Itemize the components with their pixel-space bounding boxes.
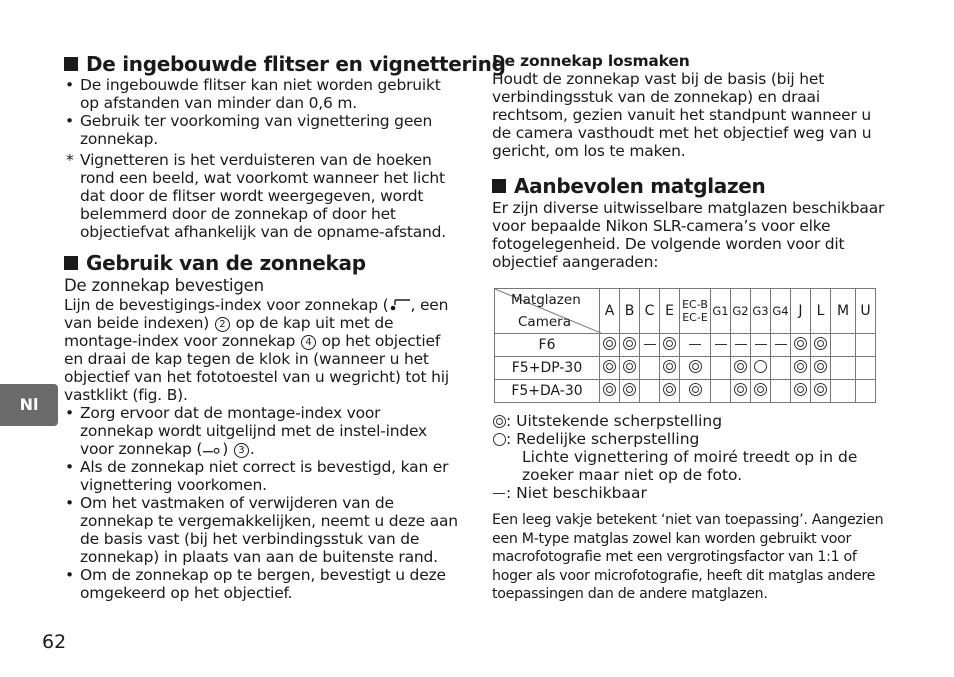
camera-label: F6 [495, 334, 600, 357]
double-circle-icon [603, 337, 616, 350]
section-title-hood: Gebruik van de zonnekap [64, 251, 366, 275]
table-cell [620, 357, 640, 380]
table-cell [856, 357, 876, 380]
hood-paragraph: Lijn de bevestigings-index voor zonnekap ( , een van beide indexen) 2 op de kap uit met de montage-index voor zonnekap 4 op het objectief en draai de kap tegen de klok in (wanneer u het objectief van het fototoestel van u wegricht) tot hij vastklikt (fig. B). [64, 296, 449, 404]
column-header [680, 289, 711, 334]
double-circle-icon [814, 383, 827, 396]
screens-table [494, 288, 876, 403]
table-row [495, 334, 876, 357]
double-circle-icon [623, 360, 636, 373]
corner-bottom-label: Camera [518, 314, 571, 330]
focusing-screen-table [493, 288, 876, 403]
section-hood [64, 251, 366, 275]
double-circle-icon [689, 360, 702, 373]
table-cell [620, 334, 640, 357]
table-cell [811, 357, 831, 380]
table-footnote: Een leeg vakje betekent ‘niet van toepassing’. Aangezien een M-type matglas zowel kan worden gebruikt voor macrofotografie met een vergrotingsfactor van 1:1 of hoger als voor microfotografie, heeft dit matglas andere toepassingen dan de andere matglazen. [492, 512, 884, 603]
section-title-flash: De ingebouwde flitser en vignettering [64, 52, 464, 76]
screens-text: Er zijn diverse uitwisselbare matglazen beschikbaar voor bepaalde Nikon SLR-camera’s voor elke fotogelegenheid. De volgende worden voor dit objectief aangeraden: [492, 199, 885, 271]
hood-body [64, 276, 458, 602]
double-circle-icon [794, 383, 807, 396]
column-header-label: EC-B EC-E [682, 298, 708, 324]
column-header-label: E [665, 303, 674, 319]
remove-hood-text: Houdt de zonnekap vast bij de basis (bij het verbindingsstuk van de zonnekap) en draai rechtsom, gezien vanuit het standpunt wanneer u de camera vasthoudt met het objectief weg van u gericht, om los te maken. [492, 70, 872, 160]
dash-icon [755, 344, 767, 345]
table-cell [791, 380, 811, 403]
table-cell [680, 334, 711, 357]
double-circle-icon [734, 383, 747, 396]
section-flash-vignetting [64, 52, 506, 76]
table-cell [660, 357, 680, 380]
column-header-label: G2 [732, 304, 749, 318]
column-header-label: C [644, 303, 655, 319]
table-cell [791, 357, 811, 380]
hood-subtitle: De zonnekap bevestigen [64, 276, 264, 295]
legend-unavailable: : Niet beschikbaar [492, 484, 892, 502]
column-header [771, 289, 791, 334]
table-row [495, 380, 876, 403]
circle-icon [493, 433, 506, 446]
column-header-label: M [836, 303, 850, 319]
table-cell [856, 334, 876, 357]
hood-index-mark-icon [389, 299, 411, 311]
table-corner-cell [495, 289, 600, 334]
table-cell [600, 380, 620, 403]
number-2-icon: 2 [215, 317, 230, 332]
double-circle-icon [689, 383, 702, 396]
table-legend [492, 412, 892, 502]
column-header-label: B [624, 303, 635, 319]
table-row [495, 357, 876, 380]
double-circle-icon [603, 383, 616, 396]
table-cell [711, 357, 731, 380]
list-item: • Om het vastmaken of verwijderen van de zonnekap te vergemakkelijken, neemt u deze aan de basis vast (bij het verbindingsstuk van de zonnekap) in plaats van aan de buitenste rand. [64, 494, 458, 566]
column-header [620, 289, 640, 334]
number-3-icon: 3 [234, 443, 249, 458]
double-circle-icon [663, 337, 676, 350]
table-header-row [495, 289, 876, 334]
table-cell [640, 357, 660, 380]
double-circle-icon [493, 415, 506, 428]
double-circle-icon [734, 360, 747, 373]
table-cell [751, 357, 771, 380]
flash-bullets [64, 76, 456, 241]
dash-icon [775, 344, 787, 345]
column-header-label: U [860, 303, 871, 319]
table-cell [731, 380, 751, 403]
table-cell [680, 357, 711, 380]
table-cell [751, 380, 771, 403]
square-bullet-icon [492, 179, 506, 193]
table-cell [660, 380, 680, 403]
column-header [600, 289, 620, 334]
language-tab: Nl [0, 384, 58, 426]
table-cell [660, 334, 680, 357]
legend-acceptable: : Redelijke scherpstelling [492, 430, 892, 448]
legend-excellent: : Uitstekende scherpstelling [492, 412, 892, 430]
table-cell [791, 334, 811, 357]
column-header-label: G3 [752, 304, 769, 318]
column-header [831, 289, 856, 334]
column-header [660, 289, 680, 334]
table-cell [771, 357, 791, 380]
page-number: 62 [42, 631, 67, 653]
column-header [640, 289, 660, 334]
column-header-label: G4 [772, 304, 789, 318]
dash-icon [493, 493, 505, 494]
table-cell [811, 334, 831, 357]
number-4-icon: 4 [301, 335, 316, 350]
list-item: • Zorg ervoor dat de montage-index voor zonnekap wordt uitgelijnd met de instel-index voor zonnekap ( ) 3 . [64, 404, 458, 458]
corner-top-label: Matglazen [511, 292, 581, 308]
column-header-label: A [604, 303, 615, 319]
double-circle-icon [794, 337, 807, 350]
list-item: • Als de zonnekap niet correct is bevestigd, kan er vignettering voorkomen. [64, 458, 458, 494]
remove-hood-section [492, 52, 884, 160]
column-header [811, 289, 831, 334]
table-cell [711, 334, 731, 357]
dash-icon [644, 344, 656, 345]
section-title-screens: Aanbevolen matglazen [492, 174, 766, 198]
square-bullet-icon [64, 57, 78, 71]
double-circle-icon [663, 360, 676, 373]
table-cell [811, 380, 831, 403]
table-cell [620, 380, 640, 403]
double-circle-icon [754, 383, 767, 396]
table-cell [771, 380, 791, 403]
table-cell [731, 334, 751, 357]
table-cell [731, 357, 751, 380]
column-header [751, 289, 771, 334]
camera-label: F5+DP-30 [495, 357, 600, 380]
column-header-label: G1 [712, 304, 729, 318]
double-circle-icon [794, 360, 807, 373]
list-item: • Gebruik ter voorkoming van vignettering geen zonnekap. [64, 112, 456, 148]
table-cell [711, 380, 731, 403]
column-header [731, 289, 751, 334]
screens-section-header [492, 174, 766, 198]
remove-hood-title: De zonnekap losmaken [492, 52, 690, 70]
list-item: • De ingebouwde flitser kan niet worden gebruikt op afstanden van minder dan 0,6 m. [64, 76, 456, 112]
table-cell [600, 334, 620, 357]
double-circle-icon [663, 383, 676, 396]
table-cell [751, 334, 771, 357]
double-circle-icon [814, 337, 827, 350]
double-circle-icon [623, 337, 636, 350]
dash-icon [735, 344, 747, 345]
double-circle-icon [814, 360, 827, 373]
table-cell [640, 334, 660, 357]
circle-icon [754, 360, 767, 373]
legend-acceptable-note: Lichte vignettering of moiré treedt op in de zoeker maar niet op de foto. [522, 448, 858, 484]
column-header [711, 289, 731, 334]
column-header-label: J [798, 303, 803, 319]
table-cell [831, 334, 856, 357]
double-circle-icon [623, 383, 636, 396]
column-header [856, 289, 876, 334]
camera-label: F5+DA-30 [495, 380, 600, 403]
table-cell [831, 380, 856, 403]
dash-icon [689, 344, 701, 345]
double-circle-icon [603, 360, 616, 373]
column-header [791, 289, 811, 334]
square-bullet-icon [64, 256, 78, 270]
table-cell [640, 380, 660, 403]
hood-mount-mark-icon [202, 443, 222, 455]
table-cell [856, 380, 876, 403]
table-cell [771, 334, 791, 357]
table-cell [831, 357, 856, 380]
flash-bullet-list [64, 76, 456, 148]
vignetting-note: * Vignetteren is het verduisteren van de hoeken rond een beeld, wat voorkomt wanneer het licht dat door de flitser wordt weergegeven, wordt belemmerd door de zonnekap of door het objectiefvat afhankelijk van de opname-afstand. [66, 151, 447, 241]
table-cell [600, 357, 620, 380]
dash-icon [715, 344, 727, 345]
column-header-label: L [816, 303, 825, 319]
list-item: • Om de zonnekap op te bergen, bevestigt u deze omgekeerd op het objectief. [64, 566, 458, 602]
hood-bullet-list [64, 404, 458, 602]
table-cell [680, 380, 711, 403]
screens-intro [492, 199, 892, 271]
